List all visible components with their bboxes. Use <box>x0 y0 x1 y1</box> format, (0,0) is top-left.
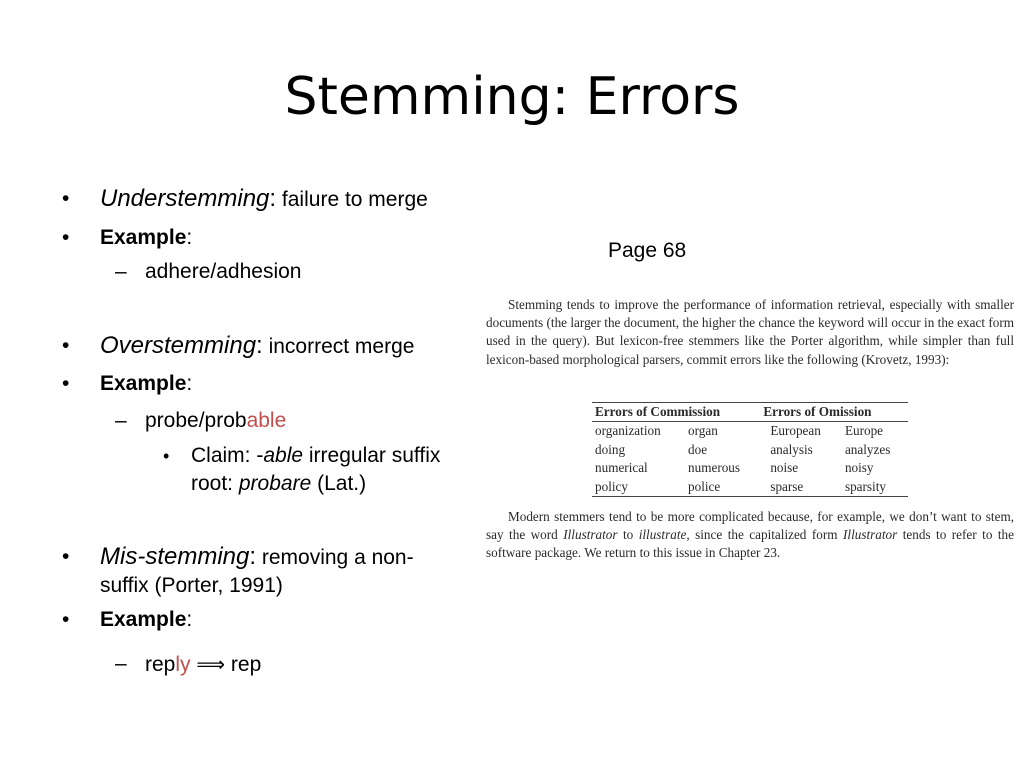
implies-arrow-icon: ⟹ <box>196 652 226 676</box>
book-excerpt-para2: Modern stemmers tend to be more complicated because, for example, we don’t want to stem, say the word Illustrator to illustrate, since the capitalized form Illustrator tends to refer to the software package. We return to this issue in Chapter 23. <box>486 509 1015 561</box>
page-reference: Page 68 <box>608 239 687 262</box>
highlight-suffix: ly <box>175 653 191 676</box>
bullet-example-3: • Example: <box>62 608 193 631</box>
bullet-example-1: • Example: <box>62 226 193 249</box>
example-item-probe: – probe/probable <box>115 409 287 432</box>
errors-table <box>592 402 908 497</box>
header-commission: Errors of Commission <box>592 403 760 422</box>
term-understemming: Understemming <box>100 185 270 212</box>
bullet-dot: • <box>62 545 70 568</box>
table-row: numerical numerous noise noisy <box>595 460 874 475</box>
example-label: Example <box>100 372 187 395</box>
highlight-suffix: able <box>246 409 287 432</box>
example-item-adhere: – adhere/adhesion <box>115 260 302 283</box>
mis-stemming-desc-cont: suffix (Porter, 1991) <box>100 574 283 597</box>
bullet-example-2: • Example: <box>62 372 193 395</box>
table-row: doing doe analysis analyzes <box>595 441 891 457</box>
header-omission: Errors of Omission <box>760 403 908 422</box>
table-row: policy police sparse sparsity <box>592 478 908 497</box>
overstemming-desc: incorrect merge <box>268 335 415 358</box>
example-label: Example <box>100 608 187 631</box>
bullet-understemming: • Understemming: failure to merge <box>62 185 428 212</box>
book-excerpt-para1: Stemming tends to improve the performance of information retrieval, especially with smaller documents (the larger the document, the higher the chance the keyword will occur in the exact form used in the query). But lexicon-free stemmers like the Porter algorithm, while simpler than full lexicon-based morphological parsers, commit errors like the following (Krovetz, 1993): <box>486 297 1014 367</box>
understemming-desc: failure to merge <box>281 188 428 211</box>
mis-stemming-desc: removing a non- <box>261 546 414 569</box>
term-mis-stemming: Mis-stemming <box>100 543 250 570</box>
bullet-mis-stemming: • Mis-stemming: removing a non- <box>62 543 414 570</box>
example-label: Example <box>100 226 187 249</box>
bullet-dot: • <box>62 187 70 210</box>
claim-line: • Claim: -able irregular suffix <box>163 444 441 467</box>
term-overstemming: Overstemming <box>100 332 257 359</box>
table-row: organization organ European Europe <box>595 423 884 438</box>
bullet-dot: • <box>62 334 70 357</box>
slide-title: Stemming: Errors <box>284 67 740 127</box>
example-item-reply: – reply ⟹ rep <box>115 652 262 676</box>
bullet-overstemming: • Overstemming: incorrect merge <box>62 332 415 359</box>
root-line: root: probare (Lat.) <box>191 472 367 495</box>
